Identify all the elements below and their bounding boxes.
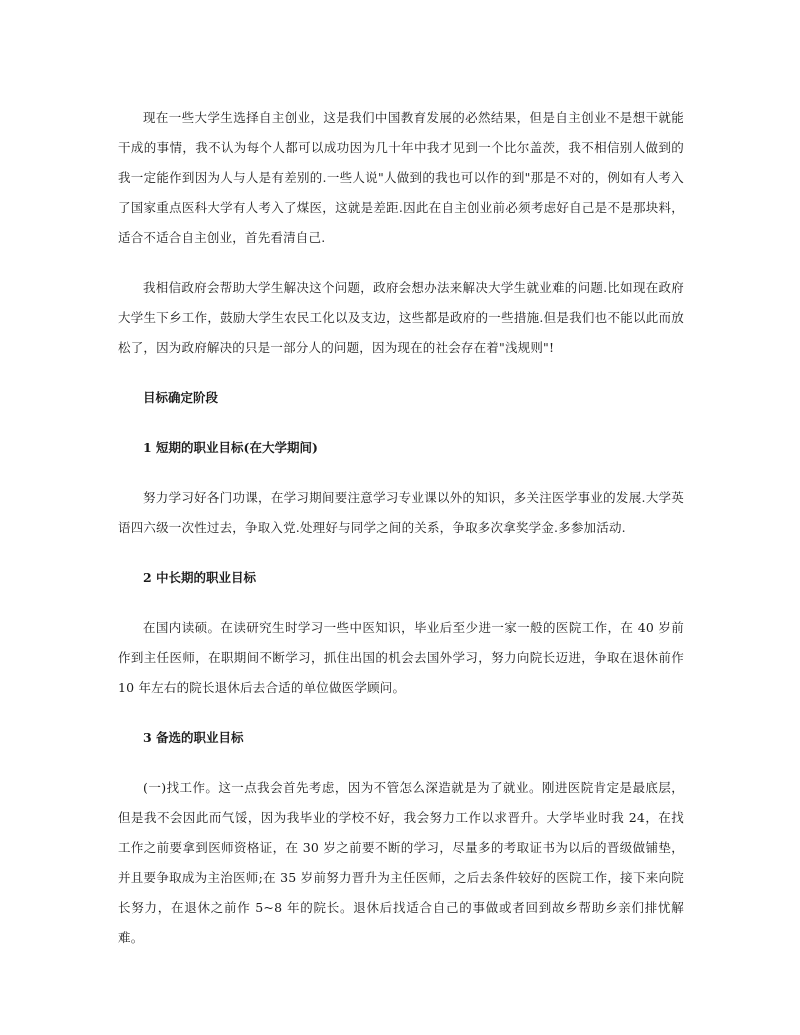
- paragraph-entrepreneurship: 现在一些大学生选择自主创业，这是我们中国教育发展的必然结果，但是自主创业不是想干就能干成的事情，我不认为每个人都可以成功因为几十年中我才见到一个比尔盖茨，我不相信别人做到的我一定能作到因为人与人是有差别的.一些人说"人做到的我也可以作的到"那是不对的，例如有人考入了国家重点医科大学有人考入了煤医，这就是差距.因此在自主创业前必须考虑好自己是不是那块料，适合不适合自主创业，首先看清自己.: [118, 110, 684, 245]
- heading-mid-long-term-goal: 2 中长期的职业目标: [143, 570, 257, 585]
- document-page: [118, 103, 684, 953]
- heading-alternative-goal: 3 备选的职业目标: [143, 730, 244, 745]
- paragraph-short-term-goal: 努力学习好各门功课，在学习期间要注意学习专业课以外的知识，多关注医学事业的发展.大学英语四六级一次性过去，争取入党.处理好与同学之间的关系，争取多次拿奖学金.多参加活动.: [118, 490, 684, 535]
- paragraph-government: 我相信政府会帮助大学生解决这个问题，政府会想办法来解决大学生就业难的问题.比如现在政府大学生下乡工作，鼓励大学生农民工化以及支边，这些都是政府的一些措施.但是我们也不能以此而放松了，因为政府解决的只是一部分人的问题，因为现在的社会存在着"浅规则"!: [118, 280, 684, 355]
- paragraph-mid-long-term-goal: 在国内读硕。在读研究生时学习一些中医知识，毕业后至少进一家一般的医院工作，在 40 岁前作到主任医师，在职期间不断学习，抓住出国的机会去国外学习，努力向院长迈进，争取在退休前作 10 年左右的院长退休后去合适的单位做医学顾问。: [118, 620, 684, 695]
- paragraph-alternative-goal: (一)找工作。这一点我会首先考虑，因为不管怎么深造就是为了就业。刚进医院肯定是最底层，但是我不会因此而气馁，因为我毕业的学校不好，我会努力工作以求晋升。大学毕业时我 24，在找工作之前要拿到医师资格证，在 30 岁之前要不断的学习，尽量多的考取证书为以后的晋级做铺垫，并且要争取成为主治医师;在 35 岁前努力晋升为主任医师，之后去条件较好的医院工作，接下来向院长努力，在退休之前作 5~8 年的院长。退休后找适合自己的事做或者回到故乡帮助乡亲们排忧解难。: [118, 780, 684, 945]
- heading-short-term-goal: 1 短期的职业目标(在大学期间): [143, 440, 318, 455]
- heading-goal-stage: 目标确定阶段: [143, 390, 219, 405]
